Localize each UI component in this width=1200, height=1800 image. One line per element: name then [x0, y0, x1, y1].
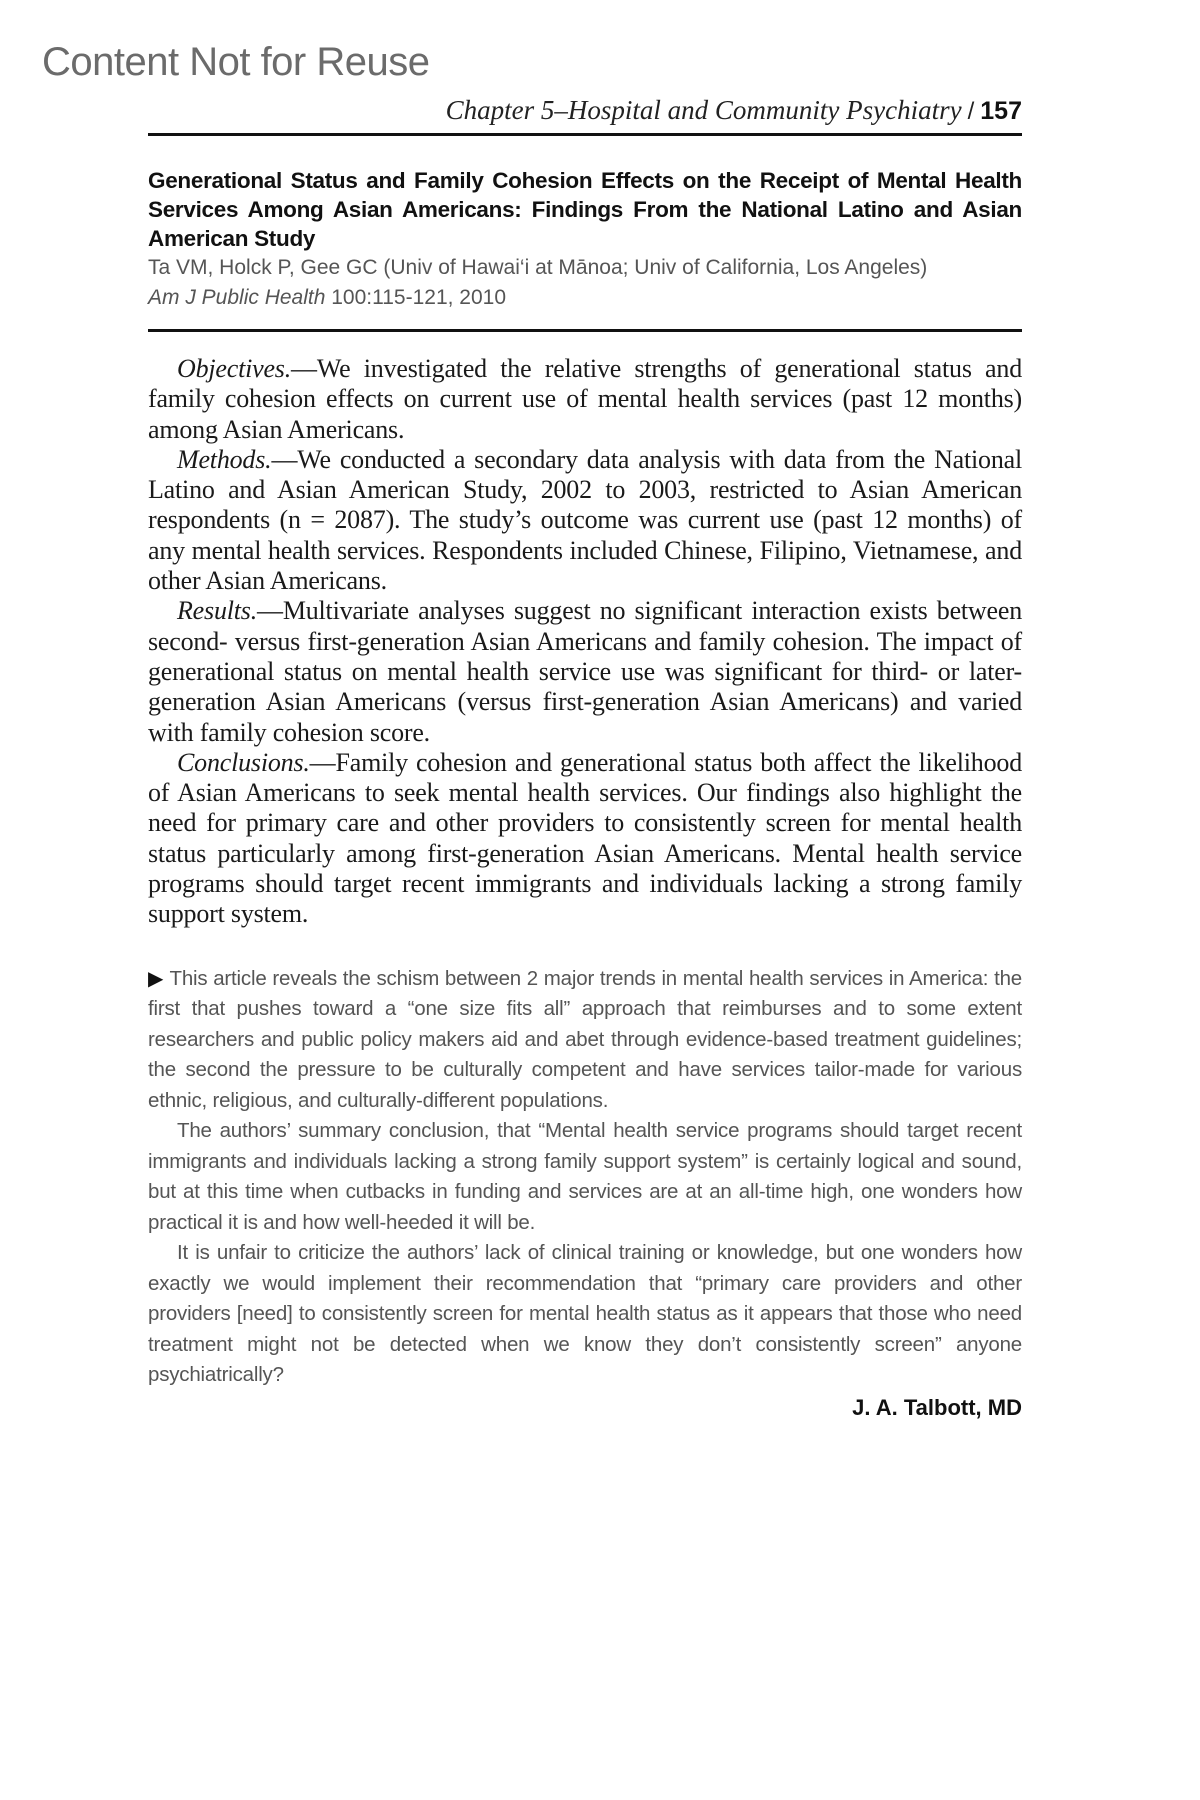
abstract-label: Results. [177, 596, 258, 626]
abstract-label: Objectives. [177, 354, 292, 383]
watermark: Content Not for Reuse [42, 40, 430, 84]
commentary-paragraph: It is unfair to criticize the authors’ lack of clinical training or knowledge, but one wonders how exactly we would implement their recommendation that “primary care providers and other providers [need] to consistently screen for mental health status as it appears that those who need treatment might not be detected when we know they don’t consistently screen” anyone psychiatrically? [148, 1241, 1022, 1387]
abstract-label: Methods. [177, 444, 272, 474]
journal-reference [148, 283, 1022, 313]
abstract-text: —We conducted a secondary data analysis with data from the National Latino and Asian American Study, 2002 to 2003, restricted to Asian American respondents (n = 2087). The study’s outcome was current use (past 12 months) of any mental health services. Respondents included Chinese, Filipino, Vietnamese, and other Asian Americans. [148, 444, 1022, 596]
separator: / [967, 98, 975, 125]
commentary-paragraph: The authors’ summary conclusion, that “Mental health service programs should target recent immigrants and individuals lacking a strong family support system” is certainly logical and sound, but at this time when cutbacks in funding and services are at an all-time high, one wonders how practical it is and how well-heeded it will be. [148, 1119, 1022, 1234]
article-title: Generational Status and Family Cohesion Effects on the Receipt of Mental Health Services Among Asian Americans: Findings From the National Latino and Asian American Study [148, 168, 1022, 251]
journal-volume-pages-year: 100:115-121, 2010 [325, 286, 507, 309]
article-authors: Ta VM, Holck P, Gee GC (Univ of Hawai‘i at Mānoa; Univ of California, Los Angeles) [148, 256, 928, 279]
commentary-paragraph [148, 964, 1022, 1117]
chapter-title: Chapter 5–Hospital and Community Psychiatry [445, 95, 962, 125]
abstract-conclusions [148, 748, 1022, 930]
abstract-text: —Family cohesion and generational status both affect the likelihood of Asian Americans to seek mental health services. Our findings also highlight the need for primary care and other providers to consistently screen for mental health status particularly among first-generation Asian Americans. Mental health service programs should target recent immigrants and individuals lacking a strong family support system. [148, 747, 1022, 929]
abstract-text: —Multivariate analyses suggest no significant interaction exists between second- versus first-generation Asian Americans and family cohesion. The impact of generational status on mental health service use was significant for third- or later-generation Asian Americans (versus first-generation Asian Americans) and varied with family cohesion score. [148, 596, 1022, 747]
journal-name: Am J Public Health [148, 286, 326, 309]
arrow-right-icon: ▶ [148, 967, 164, 990]
abstract-methods [148, 445, 1022, 596]
commentary [148, 930, 1022, 1425]
abstract-label: Conclusions. [177, 747, 310, 777]
citation-block [148, 136, 1022, 332]
running-head [148, 90, 1022, 136]
commentary-text: This article reveals the schism between 2 major trends in mental health services in America: the first that pushes toward a “one size fits all” approach that reimburses and to some extent researchers and public policy makers aid and abet through evidence-based treatment guidelines; the second the pressure to be culturally competent and have services tailor-made for various ethnic, religious, and culturally-different populations. [148, 966, 1022, 1112]
page-number: 157 [980, 97, 1022, 125]
abstract-objectives [148, 354, 1022, 445]
abstract-text: —We investigated the relative strengths of generational status and family cohesion effects on current use of mental health services (past 12 months) among Asian Americans. [148, 354, 1022, 444]
abstract [148, 332, 1022, 930]
abstract-results [148, 596, 1022, 747]
page [148, 90, 1022, 1425]
commentary-signature: J. A. Talbott, MD [852, 1394, 1022, 1420]
